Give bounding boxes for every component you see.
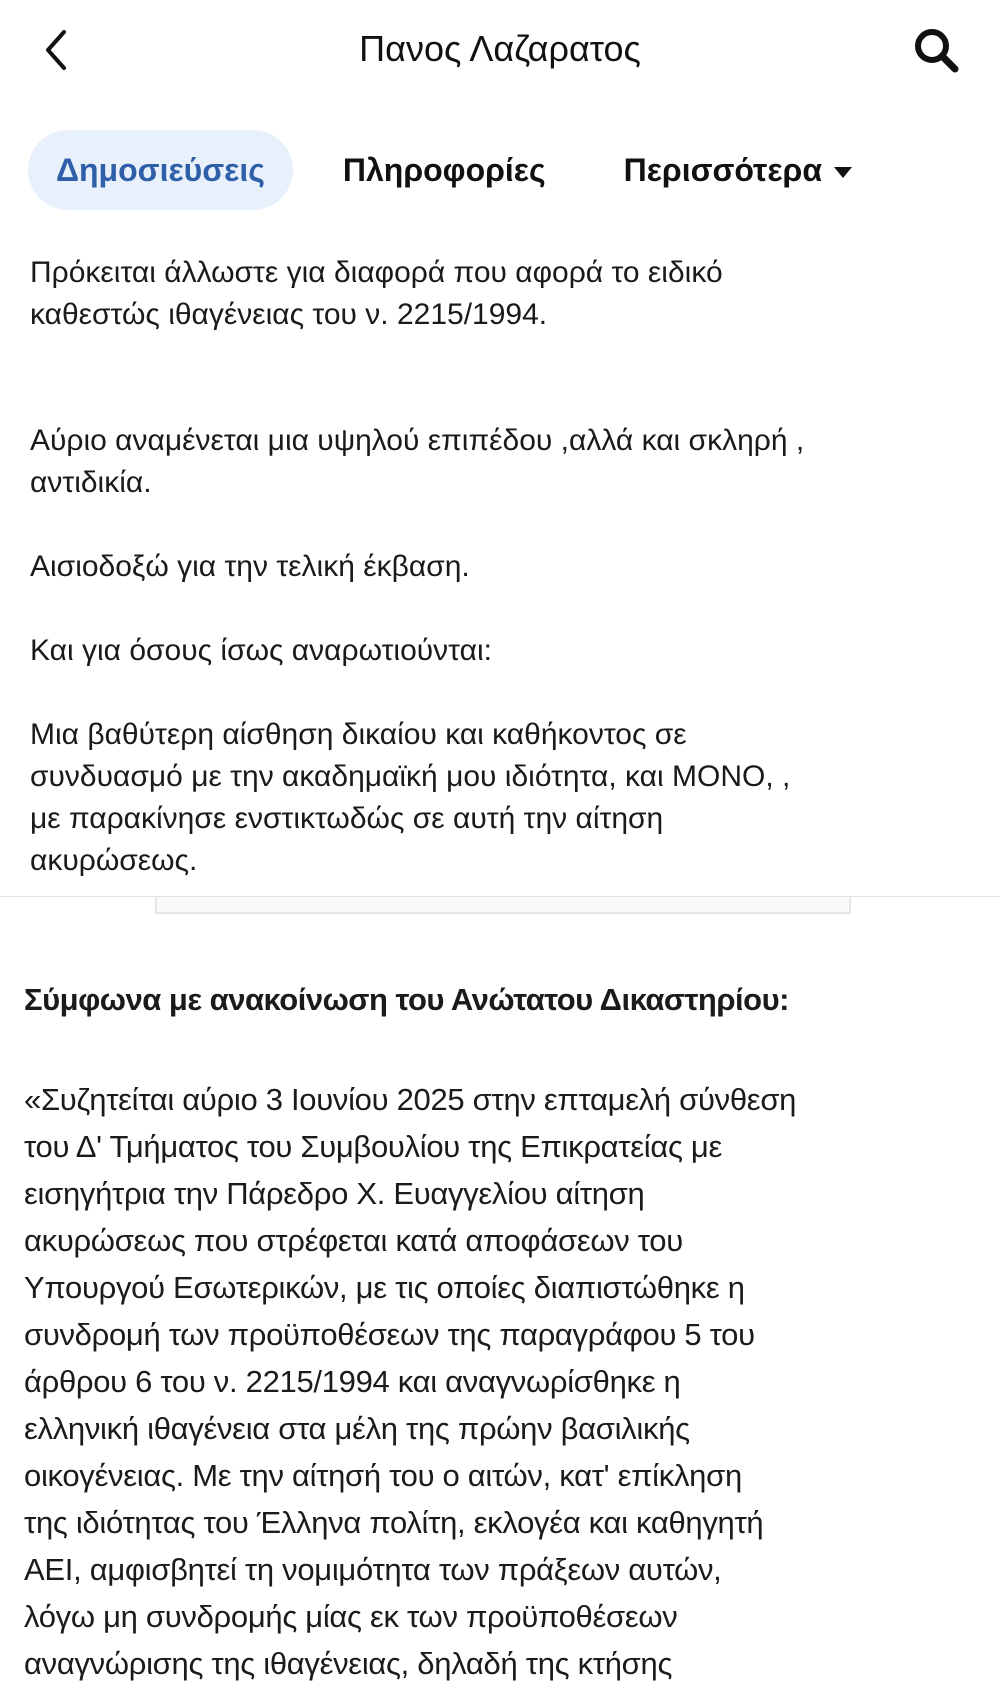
post-image[interactable] bbox=[0, 897, 1000, 1686]
document-line: ακυρώσεως που στρέφεται κατά αποφάσεων του bbox=[24, 1223, 683, 1258]
profile-tabs bbox=[28, 130, 1000, 210]
document-text bbox=[24, 982, 796, 1686]
document-line: «Συζητείται αύριο 3 Ιουνίου 2025 στην επταμελή σύνθεση bbox=[24, 1082, 797, 1117]
document-heading: Σύμφωνα με ανακοίνωση του Ανώτατου Δικαστηρίου: bbox=[24, 982, 789, 1017]
post-line: Πρόκειται άλλωστε για διαφορά που αφορά το ειδικό bbox=[30, 256, 723, 289]
document-line: της ιδιότητας του Έλληνα πολίτη, εκλογέα και καθηγητή bbox=[24, 1505, 764, 1540]
post-line: καθεστώς ιθαγένειας του ν. 2215/1994. bbox=[30, 298, 548, 331]
tab-about[interactable]: Πληροφορίες bbox=[342, 152, 546, 188]
document-line: εισηγήτρια την Πάρεδρο Χ. Ευαγγελίου αίτηση bbox=[24, 1176, 645, 1211]
post-line: συνδυασμό με την ακαδημαϊκή μου ιδιότητα, και ΜΟΝΟ, , bbox=[30, 760, 791, 793]
page-title: Πανος Λαζαρατος bbox=[359, 28, 641, 69]
post-line: Αύριο αναμένεται μια υψηλού επιπέδου ,αλλά και σκληρή , bbox=[30, 424, 805, 457]
document-line: συνδρομή των προϋποθέσεων της παραγράφου 5 του bbox=[24, 1317, 755, 1352]
top-bar bbox=[0, 0, 1000, 100]
post-text bbox=[30, 252, 804, 882]
document-line: οικογένειας. Με την αίτησή του ο αιτών, κατ' επίκληση bbox=[24, 1458, 742, 1493]
post-line: Και για όσους ίσως αναρωτιούνται: bbox=[30, 634, 492, 667]
document-line: ελληνική ιθαγένεια στα μέλη της πρώην βασιλικής bbox=[24, 1411, 690, 1446]
post-line: Αισιοδοξώ για την τελική έκβαση. bbox=[30, 550, 470, 583]
document-line: του Δ' Τμήματος του Συμβουλίου της Επικρατείας με bbox=[24, 1129, 722, 1164]
document-line: αναγνώρισης της ιθαγένειας, δηλαδή της κτήσης bbox=[24, 1646, 673, 1681]
search-button[interactable] bbox=[910, 24, 962, 76]
post-line: με παρακίνησε ενστικτωδώς σε αυτή την αίτηση bbox=[30, 802, 664, 835]
tab-posts[interactable]: Δημοσιεύσεις bbox=[28, 130, 293, 210]
tab-more-label: Περισσότερα bbox=[623, 152, 822, 188]
post-line: ακυρώσεως. bbox=[30, 844, 198, 877]
document-line: άρθρου 6 του ν. 2215/1994 και αναγνωρίσθηκε η bbox=[24, 1364, 681, 1399]
embedded-box-edge bbox=[155, 897, 851, 914]
document-line: λόγω μη συνδρομής μίας εκ των προϋποθέσεων bbox=[24, 1599, 678, 1634]
search-icon bbox=[910, 24, 962, 76]
post-line: Μια βαθύτερη αίσθηση δικαίου και καθήκοντος σε bbox=[30, 718, 687, 751]
caret-down-icon bbox=[834, 167, 852, 178]
document-line: ΑΕΙ, αμφισβητεί τη νομιμότητα των πράξεων αυτών, bbox=[24, 1552, 722, 1587]
document-line: Υπουργού Εσωτερικών, με τις οποίες διαπιστώθηκε η bbox=[24, 1270, 745, 1305]
tab-more[interactable] bbox=[596, 130, 880, 210]
post-line: αντιδικία. bbox=[30, 466, 152, 499]
